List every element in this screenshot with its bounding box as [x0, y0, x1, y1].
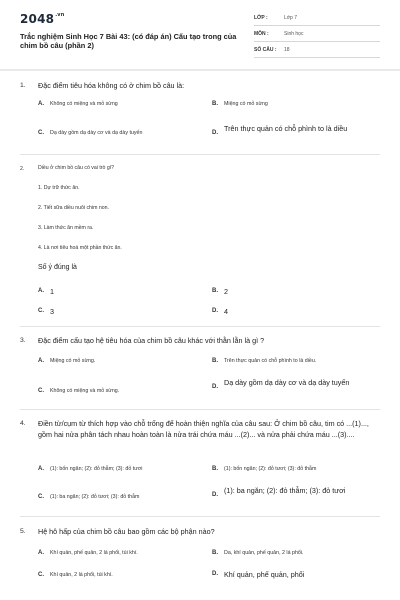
option-letter: B. [212, 550, 218, 556]
statement-line: 1. Dự trữ thức ăn. [38, 185, 80, 191]
answer-option[interactable] [212, 486, 380, 500]
option-text: (1): ba ngăn; (2): đỏ thẫm; (3): đỏ tươi [224, 486, 346, 495]
option-text: 2 [224, 287, 228, 296]
option-letter: C. [38, 494, 44, 500]
answer-option[interactable] [212, 465, 380, 474]
brand-suffix: .vn [55, 12, 65, 18]
question-text: Điền từ/cụm từ thích hợp vào chỗ trống để hoàn thiện nghĩa của câu sau: Ở chim bồ câu, tim có ...(1)..., gồm hai nửa phân tách nhau hoàn toàn là nửa trái chứa máu ...(2)... và nửa phải chứa máu ...(3).... [38, 419, 369, 439]
answer-option[interactable] [212, 124, 380, 138]
question-separator [20, 326, 380, 327]
option-letter: B. [212, 466, 218, 472]
option-letter: D. [212, 308, 218, 314]
meta-subject-label: MÔN : [254, 30, 269, 37]
option-text: Da, khí quản, phế quản, 2 lá phổi. [224, 550, 304, 556]
answer-option[interactable] [38, 493, 208, 502]
option-text: 4 [224, 307, 228, 316]
brand-logo[interactable] [20, 12, 65, 26]
answer-option[interactable] [212, 570, 380, 580]
option-text: Khí quản, 2 lá phổi, túi khí. [50, 572, 113, 578]
option-text: Dạ dày gồm dạ dày cơ và dạ dày tuyến [50, 130, 143, 136]
meta-class-label: LỚP : [254, 14, 268, 21]
option-letter: A. [38, 466, 44, 472]
brand-name: 2048 [20, 12, 55, 26]
option-letter: D. [212, 571, 218, 577]
page-title: Trắc nghiệm Sinh Học 7 Bài 43: (có đáp án) Cấu tạo trong của chim bồ câu (phần 2) [20, 32, 237, 50]
question-number: 3. [20, 337, 26, 344]
option-letter: C. [38, 572, 44, 578]
answer-option[interactable] [38, 571, 208, 580]
question-number: 5. [20, 528, 26, 535]
quiz-meta [254, 10, 380, 58]
option-letter: D. [212, 384, 218, 390]
statement-line: 3. Làm thức ăn mềm ra. [38, 225, 94, 231]
option-text: Trên thực quản có chỗ phình to là diều. [224, 358, 317, 364]
sub-question: Số ý đúng là [38, 264, 77, 271]
answer-option[interactable] [212, 100, 380, 109]
answer-option[interactable] [38, 549, 208, 558]
option-letter: A. [38, 101, 44, 107]
meta-count-value: 18 [284, 46, 290, 53]
option-text: Dạ dày gồm dạ dày cơ và dạ dày tuyến [224, 378, 350, 387]
option-letter: A. [38, 288, 44, 294]
question-number: 2. [20, 166, 25, 172]
meta-subject [254, 26, 380, 42]
meta-class [254, 10, 380, 26]
option-letter: A. [38, 550, 44, 556]
page-header [20, 10, 380, 62]
answer-option[interactable] [38, 307, 208, 317]
question-number: 4. [20, 420, 26, 427]
option-letter: D. [212, 130, 218, 136]
option-text: (1): bốn ngăn; (2): đỏ thẫm; (3): đỏ tươi [50, 466, 143, 472]
question-separator [20, 154, 380, 155]
answer-option[interactable] [38, 357, 208, 366]
answer-option[interactable] [38, 465, 208, 474]
meta-class-value: Lớp 7 [284, 14, 298, 21]
option-text: Miệng có mỏ sừng. [50, 358, 96, 364]
option-text: 3 [50, 307, 54, 316]
header-divider [0, 69, 400, 71]
answer-option[interactable] [212, 378, 380, 392]
statement-line: 4. Là nơi tiêu hoá một phần thức ăn. [38, 245, 122, 251]
option-text: Khí quản, phế quản, phổi [224, 570, 305, 579]
answer-option[interactable] [38, 100, 208, 109]
answer-option[interactable] [212, 549, 380, 558]
option-text: Không có miệng và mỏ sừng. [50, 388, 120, 394]
answer-option[interactable] [212, 357, 380, 366]
answer-option[interactable] [38, 387, 208, 396]
option-text: Miệng có mỏ sừng [224, 101, 268, 107]
option-letter: C. [38, 308, 44, 314]
question-separator [20, 516, 380, 517]
option-letter: B. [212, 358, 218, 364]
statement-line: 2. Tiết sữa diều nuôi chim non. [38, 205, 109, 211]
option-text: Trên thực quản có chỗ phình to là diều [224, 124, 348, 133]
option-letter: B. [212, 101, 218, 107]
question-separator [20, 409, 380, 410]
option-letter: A. [38, 358, 44, 364]
question-text: Hệ hô hấp của chim bồ câu bao gồm các bộ phận nào? [38, 527, 215, 536]
question-number: 1. [20, 82, 26, 89]
question-text: Đặc điểm cấu tạo hệ tiêu hóa của chim bồ câu khác với thằn lằn là gì ? [38, 336, 265, 345]
option-letter: C. [38, 130, 44, 136]
answer-option[interactable] [38, 287, 208, 297]
meta-count-label: SỐ CÂU : [254, 46, 277, 53]
option-text: Không có miệng và mỏ sừng [50, 101, 118, 107]
option-text: (1): ba ngăn; (2): đỏ tươi; (3): đỏ thẫm [50, 494, 140, 500]
option-text: Khí quản, phế quản, 2 lá phổi, túi khí. [50, 550, 138, 556]
question-text: Đặc điểm tiêu hóa không có ở chim bồ câu là: [38, 81, 185, 90]
meta-subject-value: Sinh học [284, 30, 304, 37]
option-text: 1 [50, 287, 54, 296]
option-text: (1): bốn ngăn; (2): đỏ tươi; (3): đỏ thẫm [224, 466, 317, 472]
answer-option[interactable] [212, 307, 380, 317]
meta-count [254, 42, 380, 58]
option-letter: C. [38, 388, 44, 394]
answer-option[interactable] [212, 287, 380, 297]
answer-option[interactable] [38, 129, 208, 138]
question-text: Diều ở chim bồ câu có vai trò gì? [38, 165, 115, 171]
option-letter: D. [212, 492, 218, 498]
option-letter: B. [212, 288, 218, 294]
